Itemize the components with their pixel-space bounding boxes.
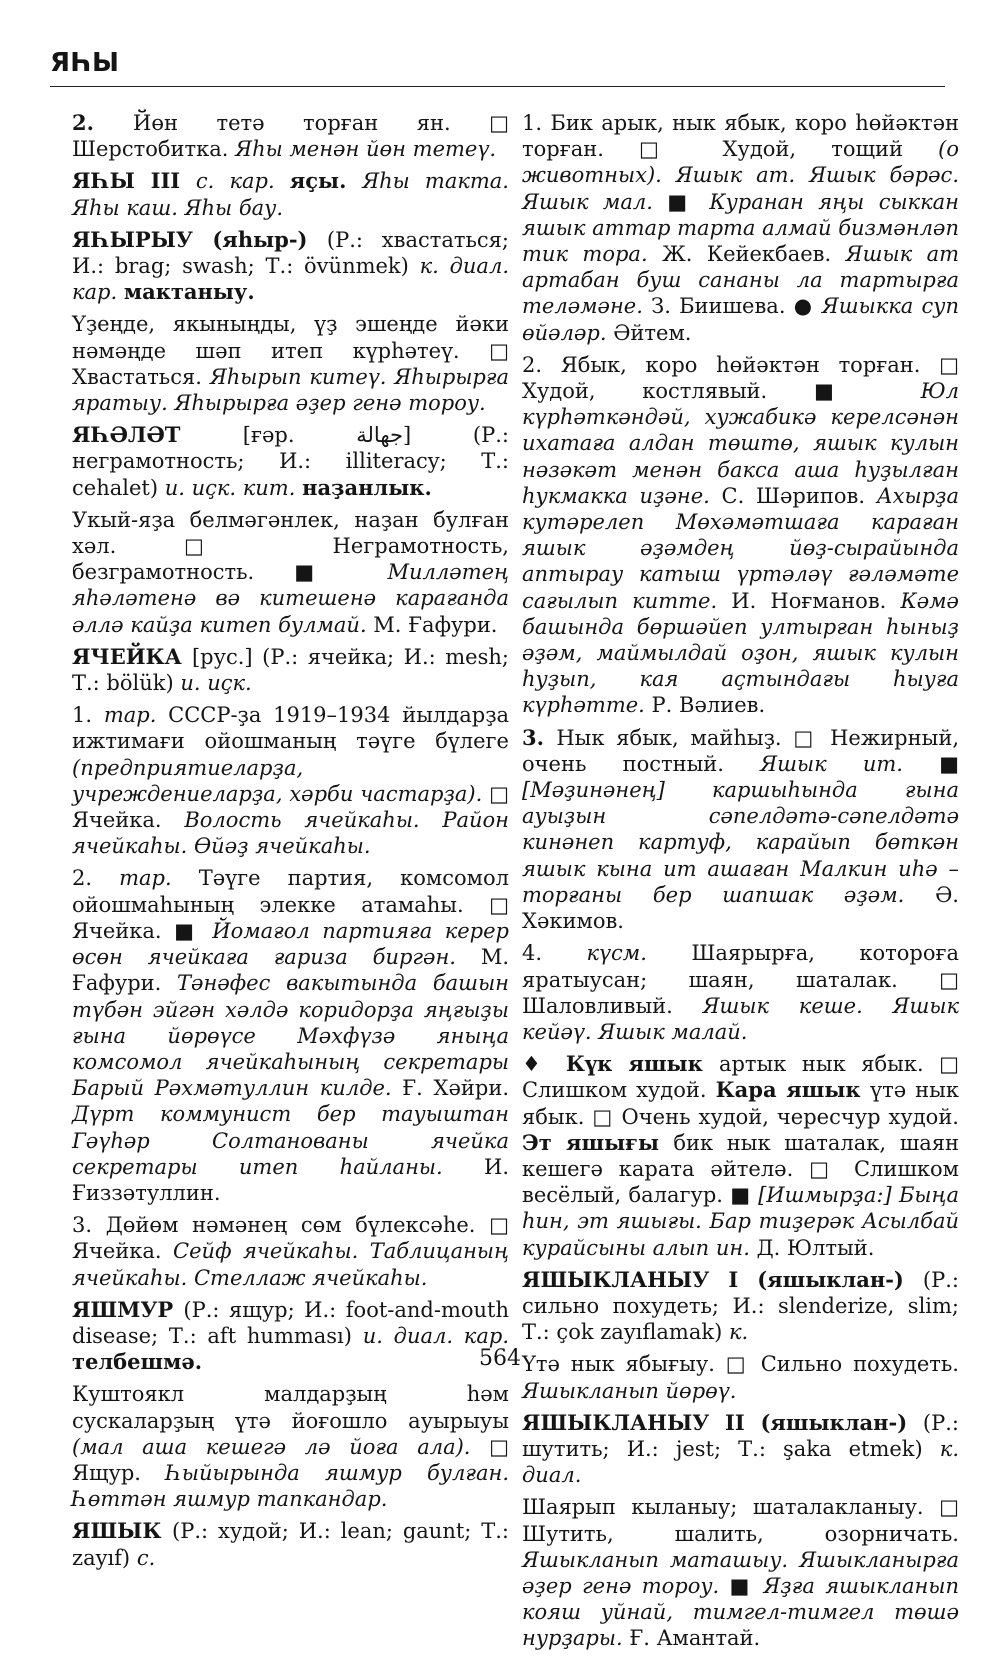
example-text: Яшыкланып маташыу. Яшыкланырға әҙер генә тороу. [522,1547,959,1598]
definition-text: [рус.] (Р.: ячейка; И.: mesh; Т.: bölük) [72,644,509,696]
definition-text: үтә нык ябык. □ Очень худой, чересчур худой. [522,1078,960,1129]
example-text: Кәмә башында бөршәйеп ултырған һыныҙ әҙәм, маймылдай оҙон, яшык кулын һуҙып, кая аҫтындағы һыуға күрһәтте. [522,588,959,718]
example-text: [Ишмырҙа:] Быңа һин, эт яшығы. Бар тиҙерәк Асылбай курайсыны алып ин. [522,1183,959,1260]
headword-text: ЯЧЕЙКА [72,643,192,669]
headword-text: наҙанлык. [302,474,432,500]
definition-text: Ж. Кейекбаев. [647,242,846,267]
definition-text: (Р.: сильно похудеть; И.: slenderize, slim; Т.: çok zayıflamak) [522,1267,959,1345]
example-text: Яшык кеше. Яшык кейәү. Яшык малай. [522,993,960,1044]
dictionary-paragraph [72,865,509,1206]
example-text: и. диал. кар. [362,1323,509,1348]
dictionary-paragraph [72,110,509,162]
dictionary-paragraph [72,1212,509,1291]
definition-text: (Р.: ящур; И.: foot-and-mouth disease; Т.: aft humması) [72,1297,510,1348]
definition-text: Шаярып кыланыу; шаталакланыу. □ Шутить, шалить, озорничать. [522,1495,959,1546]
dictionary-paragraph [522,352,959,719]
definition-text: Йөн тетә торған ян. □ Шерстобитка. [72,111,510,162]
definition-text: З. Биишева. ● [642,294,822,319]
running-head: ЯҺЫ [50,48,120,78]
definition-text: СССР-ҙа 1919–1934 йылдарҙа ижтимағи ойошманың тәүге бүлеге [72,703,509,754]
headword-text: ЯШЫК [72,1518,173,1544]
definition-text: бик нык шаталак, шаян кешегә карата әйтелә. □ Слишком весёлый, балагур. ■ [522,1130,959,1208]
example-text: Сейф ячейкаһы. Таблицаның ячейкаһы. Стеллаж ячейкаһы. [72,1239,510,1290]
example-text: Яһы менән йөн тетеү. [235,137,496,162]
headword-text: ЯШЫКЛАНЫУ II (яшыклан-) [522,1409,923,1435]
definition-text: 1. [72,703,104,728]
definition-text: М. Ғафури. [72,945,509,996]
headword-text: телбешмә. [72,1349,203,1375]
example-text: Куранан яңы сыккан яшык аттар тарта алмай бизмәнләп тик тора. [522,189,959,267]
example-text: Ахырҙа кутәрелеп Мөхәмәтшаға караған яшык әҙәмдең йөҙ-сырайында аптырау катыш үртәләү ғәләмәте сағылып китте. [522,483,959,613]
definition-text: (Р.: шутить; И.: jest; Т.: şaka etmek) [522,1410,959,1461]
example-text: Юл күрһәткәндәй, хужабикә керелсәнән ихатаға алдан төштө, яшык кулын нәзәкәт менән бакса аша һуҙылған һукмакка иҙәне. [522,379,959,508]
example-text: тар. [103,703,169,728]
example-text: Яшык ат артабан буш сананы ла тартырға теләмәне. [522,242,959,319]
dictionary-paragraph [72,1518,509,1570]
headword-text: ЯШМУР [72,1296,184,1322]
definition-text: Д. Юлтый. [749,1235,875,1260]
definition-text: М. Ғафури. [366,612,498,637]
dictionary-paragraph [522,1267,959,1346]
example-text: Яҙға яшыкланып кояш уйнай, тимгел-тимгел төшә нурҙары. [522,1573,960,1651]
example-text: Яһы такта. Яһы каш. Яһы бау. [72,169,509,220]
definition-text: □ Ящур. [72,1434,509,1485]
definition-text: С. Шәрипов. [709,483,877,508]
definition-text: Р. Вәлиев. [644,693,766,718]
dictionary-paragraph [72,644,509,696]
example-text: и. иҫк. кит. [164,475,303,500]
dictionary-paragraph [522,1051,959,1261]
example-text: Яшык ит. [760,751,903,776]
headword-text: 3. [522,724,557,750]
example-text: Дүрт коммунист бер тауыштан Гәүһәр Солтанованы ячейка секретары итеп һайланы. [72,1102,509,1179]
example-text: (мал аша кешегә лә йоға ала). [72,1434,471,1459]
example-text: к. [728,1320,749,1345]
definition-text: Ә. Хәкимов. [522,882,959,934]
definition-text: □ Ячейка. [72,781,509,833]
definition-text: 3. Дөйөм нәмәнең сөм бүлексәһе. □ Ячейка. [72,1213,509,1264]
definition-text: Шаярырға, котороға яратыусан; шаян, шаталак. □ Шаловливый. [522,941,959,1018]
headword-text: ЯШЫКЛАНЫУ I (яшыклан-) [522,1266,923,1292]
definition-text: (Р.: хвастаться; И.: brag; swash; Т.: övünmek) [72,227,509,279]
dictionary-paragraph [72,507,509,638]
definition-text: Нык ябык, майһыҙ. □ Нежирный, очень постный. [522,725,959,776]
dictionary-paragraph [72,702,509,859]
definition-text: (Р.: худой; И.: lean; gaunt; Т.: zayıf) [72,1519,510,1570]
definition-text: Тәүге партия, комсомол ойошмаһының элекке атамаһы. □ Ячейка. ■ [72,866,509,943]
headword-text: ЯҺЫРЫУ (яһыр-) [72,226,327,252]
example-text: Яһырып китеү. Яһырырға яратыу. Яһырырға әҙер генә тороу. [72,364,509,416]
definition-text: Үтә нык ябығыу. □ Сильно похудеть. [522,1352,959,1377]
headword-text: ЯҺӘЛӘТ [72,422,243,448]
headword-text: мактаныу. [123,279,255,305]
definition-text: [ғәр. جهالة] (Р.: неграмотность; И.: illiteracy; Т.: cehalet) [72,423,509,500]
definition-text: Әйтем. [606,320,692,345]
dictionary-paragraph [72,1381,509,1512]
example-text: [Мәҙинәнең] каршыһында ғына ауыҙын сәпелдәтә-сәпелдәтә кинәнеп картуф, карайып бөткән яшык кына ит ашаған Малкин иһә – торғаны бер шапшак әҙәм. [522,778,959,907]
dictionary-paragraph [522,1494,959,1651]
definition-text: Үҙеңде, якыныңды, үҙ эшеңде йәки нәмәңде шәп итеп күрһәтеү. □ Хвастаться. [72,312,509,389]
example-text: Тәнәфес вакытында башын түбән эйгән хәлдә коридорҙа яңғыҙы ғына йөрөүсе Мәхфүзә яныңа комсомол ячейкаһының секретары Барый Рәхмәтуллин килде. [72,971,510,1101]
example-text: Йомағол партияға керер өсөн ячейкаға ғариза биргән. [72,918,509,970]
dictionary-paragraph [72,311,509,416]
example-text: (о животных). Яшык ат. Яшык бәрәс. Яшык мал. [522,137,959,214]
headword-text: 2. [72,110,134,135]
header-rule [50,86,945,87]
example-text: (предприятиеларҙа, учреждениеларҙа, хәрби частарҙа). [72,755,483,806]
definition-text: Ғ. Хәйри. [391,1076,509,1101]
dictionary-paragraph [522,725,959,935]
example-text: с. [136,1545,156,1570]
definition-text: ■ [902,751,959,776]
definition-text: Куштоякл малдарҙың һәм сускаларҙың үтә йоғошло ауырыуы [72,1382,509,1433]
example-text: к. диал. кар. [72,254,510,305]
headword-text: Кара яшык [715,1077,871,1103]
definition-text: 2. Ябык, коро һөйәктән торған. □ Худой, костлявый. ■ [522,352,959,404]
headword-text: яҫы. [289,168,363,194]
definition-text: артык нык ябык. □ Слишком худой. [522,1052,960,1103]
right-column [522,110,959,1658]
definition-text: И. Ноғманов. [717,588,901,613]
definition-text: 4. [522,941,587,966]
definition-text: И. Ғиззәтуллин. [72,1154,509,1205]
dictionary-paragraph [522,1410,959,1489]
example-text: күсм. [586,941,692,966]
dictionary-paragraph [522,110,959,346]
dictionary-paragraph [72,168,509,220]
example-text: Волость ячейкаһы. Район ячейкаһы. Өйәҙ ячейкаһы. [72,808,510,859]
page-number: 564 [479,1346,521,1371]
headword-text: ЯҺЫ III [72,168,196,194]
dictionary-paragraph [522,940,959,1045]
definition-text: 1. Бик арык, нык ябык, коро һөйәктән торған. □ Худой, тощий [522,111,959,162]
definition-text: Укый-яҙа белмәгәнлек, наҙан булған хәл. □ Неграмотность, безграмотность. ■ [72,507,509,585]
example-text: к. диал. [522,1436,959,1488]
example-text: Яшыкка суп өйәләр. [522,294,959,345]
dictionary-paragraph [72,227,509,306]
headword-text: ♦ Күк яшык [522,1051,719,1077]
example-text: с. кар. [195,169,290,194]
definition-text: ■ [652,189,710,214]
headword-text: Эт яшығы [522,1129,674,1155]
definition-text: 2. [72,866,120,891]
definition-text: Ғ. Амантай. [622,1626,761,1651]
example-text: Милләтең яһәләтенә вә китешенә карағанда әллә кайҙа китеп булмай. [72,560,509,637]
example-text: Һыйырында яшмур булған. Һөттән яшмур тапкандар. [72,1460,509,1512]
dictionary-paragraph [72,422,509,501]
definition-text: ■ [719,1573,764,1598]
example-text: Яшыкланып йөрөү. [522,1378,737,1403]
example-text: и. иҫк. [180,671,252,696]
example-text: тар. [119,866,199,891]
